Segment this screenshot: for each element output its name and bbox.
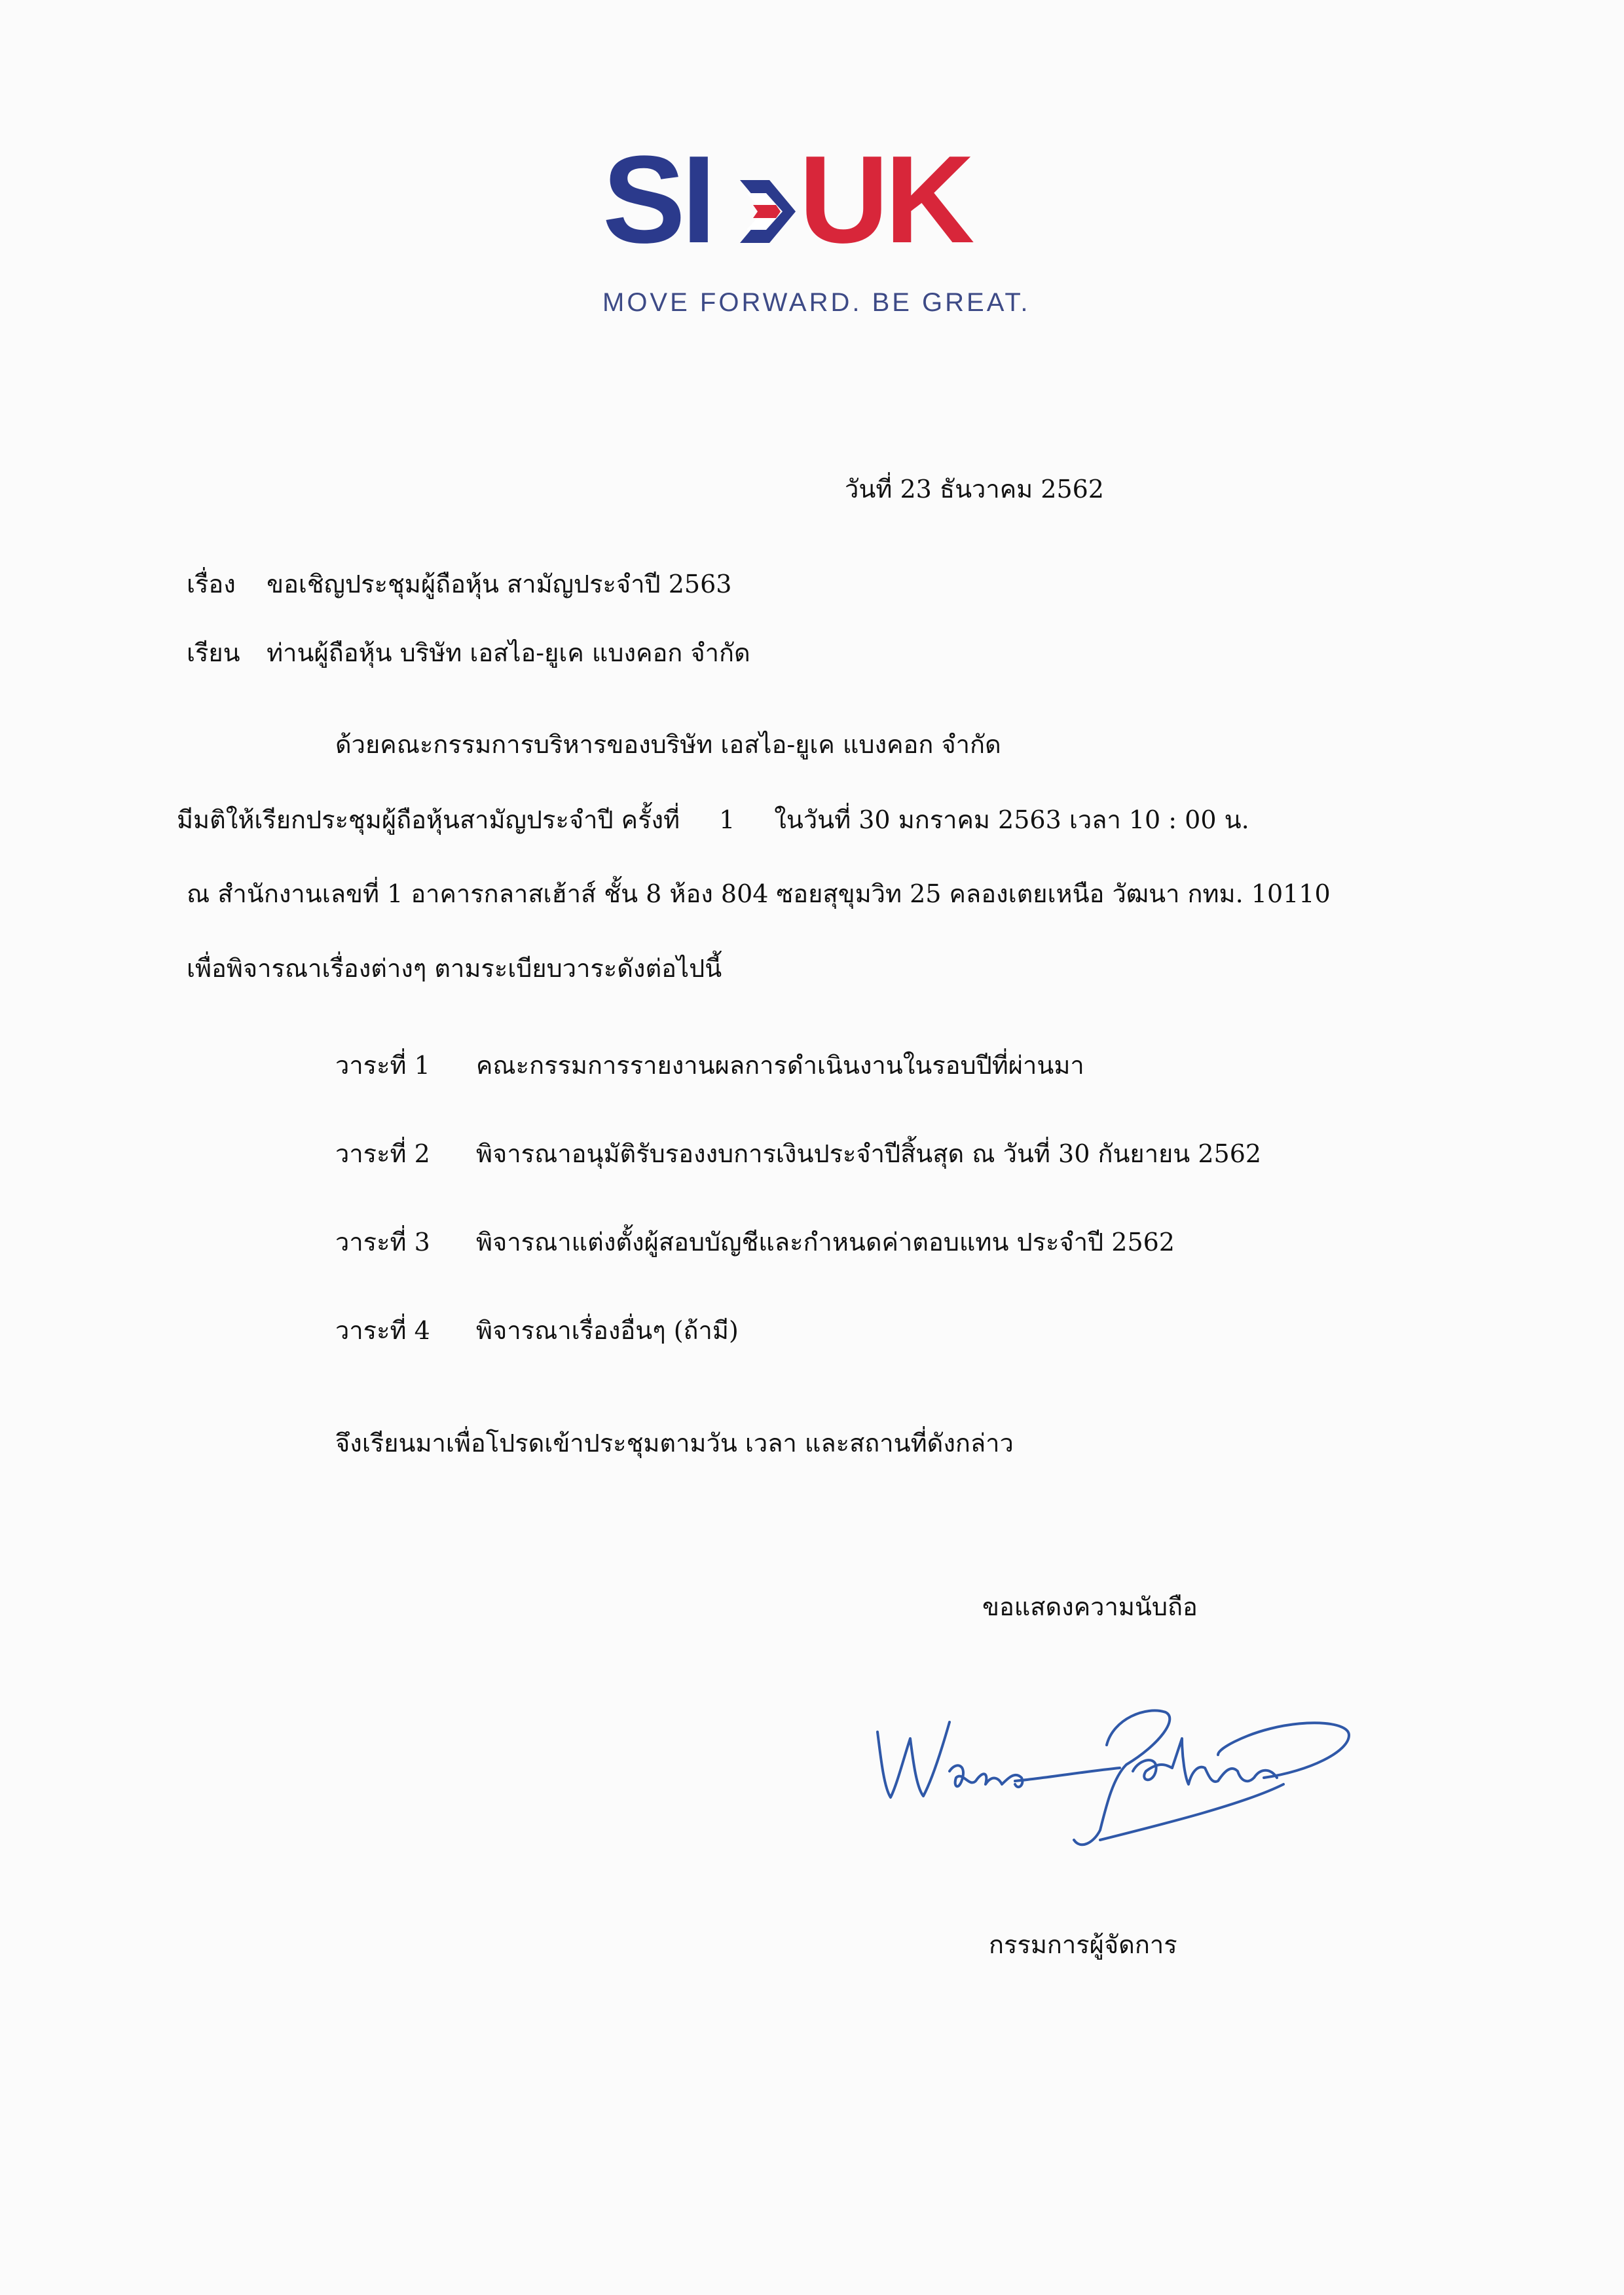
recipient-line [187,638,750,669]
regards: ขอแสดงความนับถือ [982,1592,1198,1621]
agenda-text: พิจารณาอนุมัติรับรองงบการเงินประจำปีสิ้นสุด ณ วันที่ 30 กันยายน 2562 [476,1139,1262,1168]
meeting-location: ณ สำนักงานเลขที่ 1 อาคารกลาสเฮ้าส์ ชั้น 8 ห้อง 804 ซอยสุขุมวิท 25 คลองเตยเหนือ วัฒนา กทม. 10110 [187,879,1331,908]
svg-text:SI: SI [602,130,712,269]
recipient-text: ท่านผู้ถือหุ้น บริษัท เอสไอ-ยูเค แบงคอก จำกัด [267,638,750,667]
recipient-label: เรียน [187,638,240,667]
si-uk-logo-graphic [602,128,1048,324]
meeting-resolution: มีมติให้เรียกประชุมผู้ถือหุ้นสามัญประจำปี ครั้งที่ [177,805,680,834]
body-paragraph-2 [177,805,1249,835]
agenda-item [335,1228,1175,1258]
svg-text:UK: UK [799,130,971,269]
subject-text: ขอเชิญประชุมผู้ถือหุ้น สามัญประจำปี 2563 [267,570,732,598]
agenda-item [335,1316,739,1346]
agenda-number: วาระที่ 3 [335,1228,430,1257]
agenda-intro: เพื่อพิจารณาเรื่องต่างๆ ตามระเบียบวาระดังต่อไปนี้ [187,954,722,983]
company-logo [602,128,1048,324]
body-paragraph-1: ด้วยคณะกรรมการบริหารของบริษัท เอสไอ-ยูเค แบงคอก จำกัด [335,730,1001,759]
letter-date: วันที่ 23 ธันวาคม 2562 [845,475,1104,504]
meeting-number: 1 [719,805,735,834]
agenda-number: วาระที่ 1 [335,1051,430,1080]
signer-title: กรรมการผู้จัดการ [989,1930,1177,1959]
agenda-text: พิจารณาเรื่องอื่นๆ (ถ้ามี) [476,1316,739,1345]
signature-graphic [851,1673,1375,1869]
agenda-text: คณะกรรมการรายงานผลการดำเนินงานในรอบปีที่ผ่านมา [476,1051,1084,1080]
agenda-item [335,1139,1261,1169]
agenda-item [335,1051,1084,1081]
closing-paragraph: จึงเรียนมาเพื่อโปรดเข้าประชุมตามวัน เวลา และสถานที่ดังกล่าว [335,1429,1014,1458]
agenda-number: วาระที่ 2 [335,1139,430,1168]
svg-text:MOVE FORWARD. BE GREAT.: MOVE FORWARD. BE GREAT. [602,288,1031,317]
agenda-number: วาระที่ 4 [335,1316,430,1345]
subject-line [187,570,731,600]
agenda-text: พิจารณาแต่งตั้งผู้สอบบัญชีและกำหนดค่าตอบแทน ประจำปี 2562 [476,1228,1175,1257]
subject-label: เรื่อง [187,570,236,598]
meeting-datetime: ในวันที่ 30 มกราคม 2563 เวลา 10 : 00 น. [774,805,1249,834]
handwritten-signature [851,1673,1375,1869]
